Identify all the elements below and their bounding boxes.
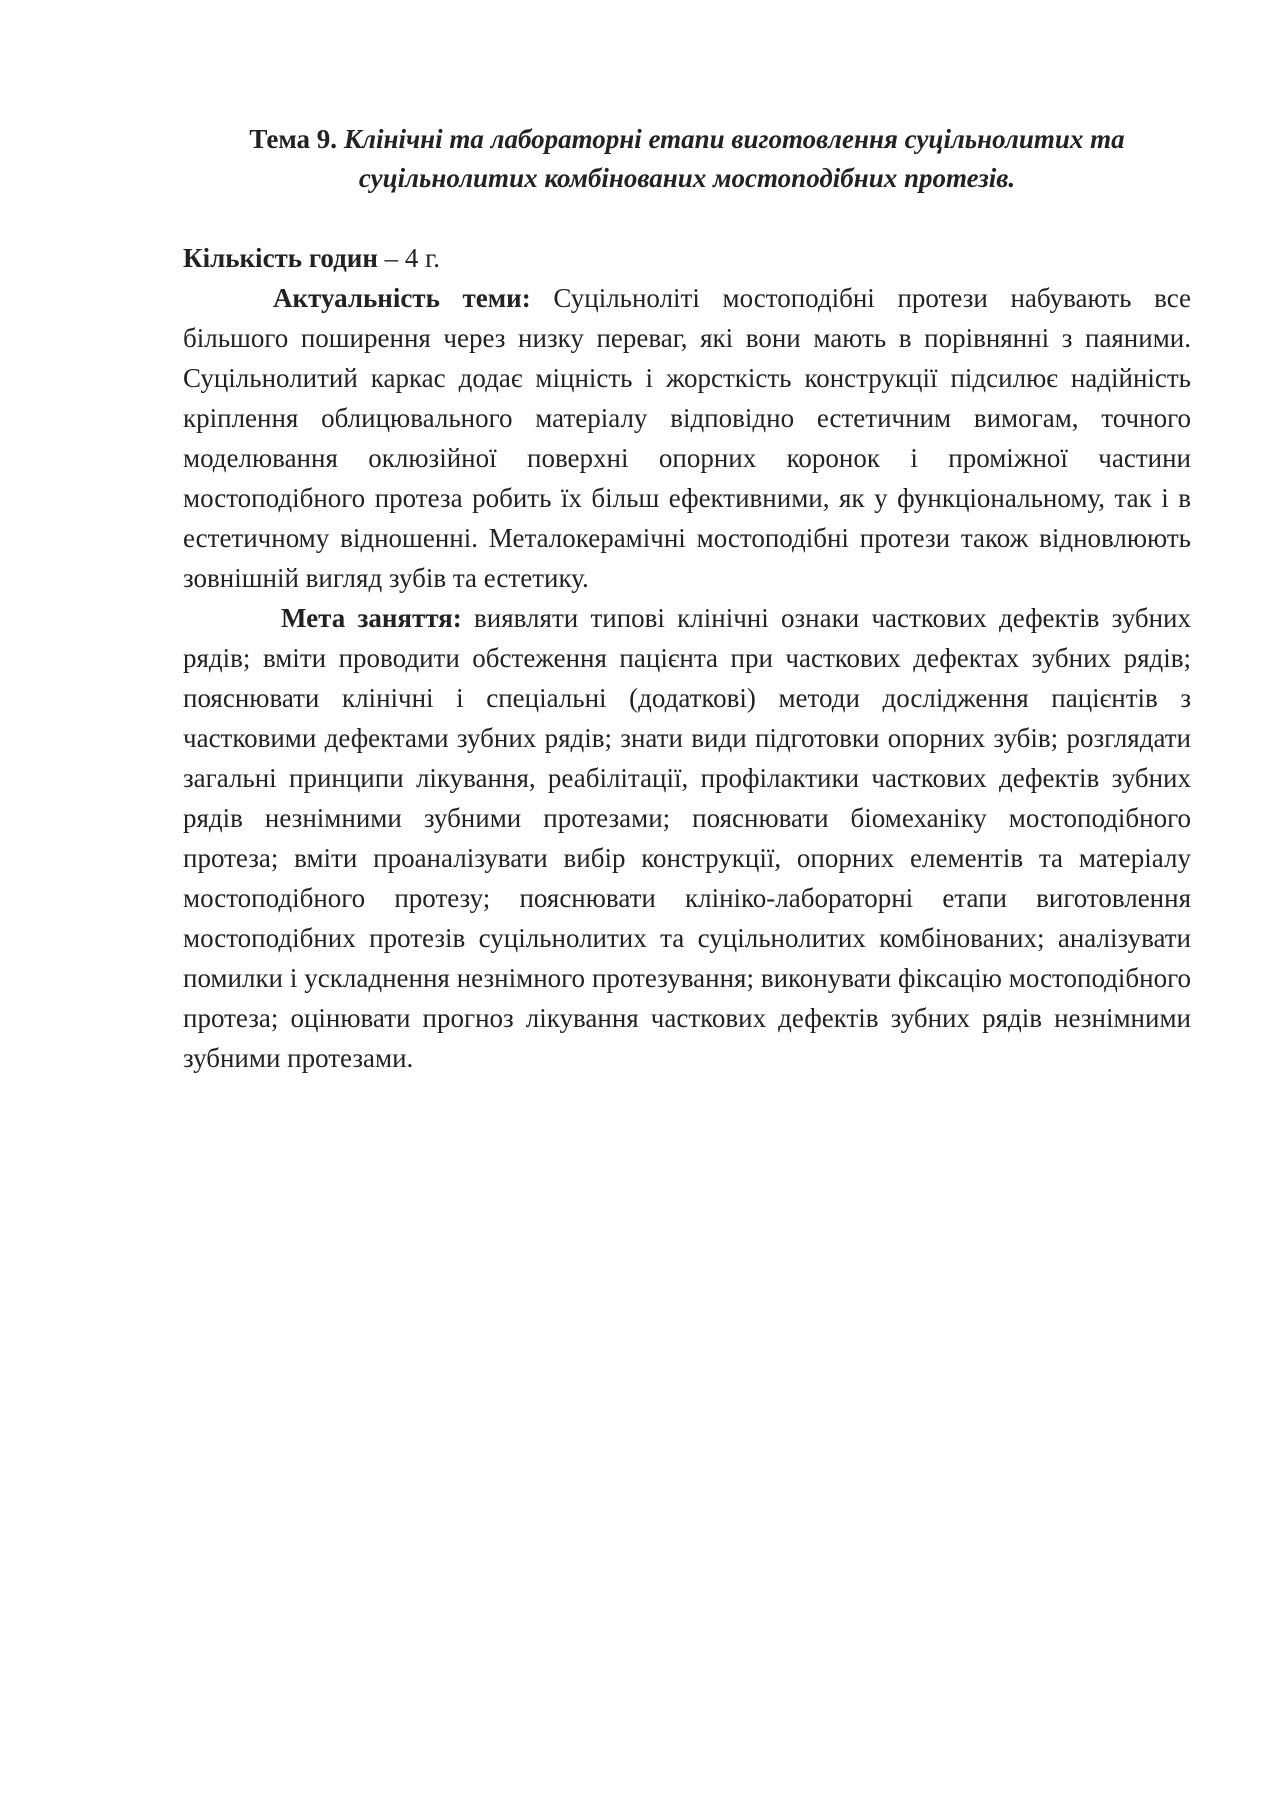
hours-label: Кількість годин bbox=[183, 243, 378, 273]
topic-label: Тема 9. bbox=[249, 124, 338, 154]
relevance-text: Суцільноліті мостоподібні протези набувають все більшого поширення через низку переваг, які вони мають в порівнянні з паяними. Суцільнолитий каркас додає міцність і жорсткість конструкції підсилює надійність кріплення облицювального матеріалу відповідно естетичним вимогам, точного моделювання оклюзійної поверхні опорних коронок і проміжної частини мостоподібного протеза робить їх більш ефективними, як у функціональному, так і в естетичному відношенні. Металокерамічні мостоподібні протези також відновлюють зовнішній вигляд зубів та естетику. bbox=[183, 283, 1191, 593]
goal-paragraph bbox=[183, 598, 1191, 1078]
relevance-paragraph bbox=[183, 278, 1191, 598]
hours-line bbox=[183, 238, 1191, 278]
hours-value: – 4 г. bbox=[384, 243, 440, 273]
relevance-label: Актуальність теми: bbox=[273, 283, 531, 313]
goal-text: виявляти типові клінічні ознаки часткових дефектів зубних рядів; вміти проводити обстеження пацієнта при часткових дефектах зубних рядів; пояснювати клінічні і спеціальні (додаткові) методи дослідження пацієнтів з частковими дефектами зубних рядів; знати види підготовки опорних зубів; розглядати загальні принципи лікування, реабілітації, профілактики часткових дефектів зубних рядів незнімними зубними протезами; пояснювати біомеханіку мостоподібного протеза; вміти проаналізувати вибір конструкції, опорних елементів та матеріалу мостоподібного протезу; пояснювати клініко-лабораторні етапи виготовлення мостоподібних протезів суцільнолитих та суцільнолитих комбінованих; аналізувати помилки і ускладнення незнімного протезування; виконувати фіксацію мостоподібного протеза; оцінювати прогноз лікування часткових дефектів зубних рядів незнімними зубними протезами. bbox=[183, 603, 1191, 1073]
document-page bbox=[183, 120, 1191, 1078]
topic-heading bbox=[183, 120, 1191, 198]
topic-name: Клінічні та лабораторні етапи виготовлення суцільнолитих та суцільнолитих комбінованих мостоподібних протезів. bbox=[343, 124, 1125, 193]
goal-label: Мета заняття: bbox=[281, 603, 462, 633]
